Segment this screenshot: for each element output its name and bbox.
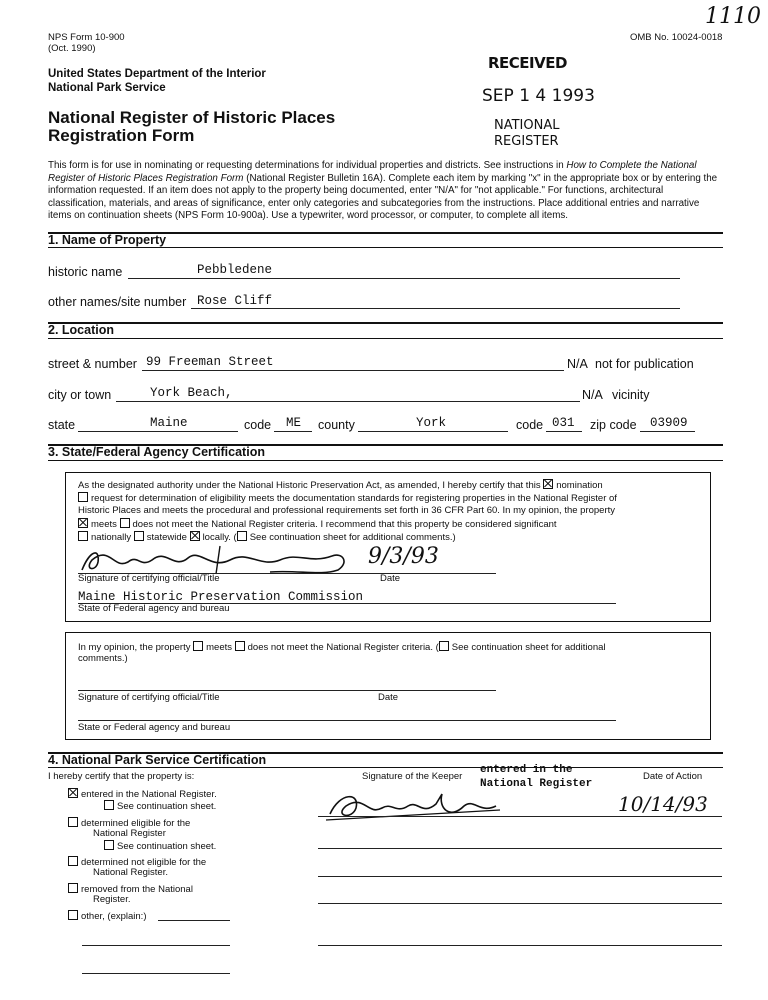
agency-value: Maine Historic Preservation Commission xyxy=(78,590,364,604)
historic-name-value[interactable]: Pebbledene xyxy=(197,263,273,277)
does-not-meet-checkbox[interactable] xyxy=(120,518,130,528)
received-stamp-line2: REGISTER xyxy=(494,134,559,149)
service-name: National Park Service xyxy=(48,82,166,94)
other-explain-line xyxy=(158,920,230,921)
date-of-action-value: 10/14/93 xyxy=(618,792,708,816)
eligible-continuation-checkbox[interactable] xyxy=(104,840,114,850)
street-value[interactable]: 99 Freeman Street xyxy=(146,355,274,369)
street-line xyxy=(142,370,564,371)
cert-line1: As the designated authority under the National Historic Preservation Act, as amended, I hereby certify that this nomination xyxy=(78,480,603,491)
option-eligible-continuation: See continuation sheet. xyxy=(104,840,216,852)
form-title-line1: National Register of Historic Places xyxy=(48,108,336,127)
opinion-continuation-checkbox[interactable] xyxy=(439,641,449,651)
section2-rule xyxy=(48,322,723,324)
entered-stamp-line2: National Register xyxy=(480,778,593,790)
section1-underline xyxy=(48,247,723,248)
meets-checkbox[interactable] xyxy=(78,518,88,528)
city-label: city or town xyxy=(48,388,112,402)
corner-handwritten-number: 1110 xyxy=(705,4,761,29)
opinion-meets-checkbox[interactable] xyxy=(193,641,203,651)
omb-number: OMB No. 10024-0018 xyxy=(630,32,723,43)
zip-value[interactable]: 03909 xyxy=(650,416,688,430)
section1-heading: 1. Name of Property xyxy=(48,233,167,247)
keeper-line-2 xyxy=(318,848,722,849)
keeper-line-5 xyxy=(318,945,722,946)
keeper-line-3 xyxy=(318,876,722,877)
signature-label-1: Signature of certifying official/Title xyxy=(78,573,220,584)
other-line-3 xyxy=(82,973,230,974)
agency-label-1: State of Federal agency and bureau xyxy=(78,603,230,614)
historic-name-line xyxy=(128,278,680,279)
state-code-line xyxy=(274,431,312,432)
form-title-line2: Registration Form xyxy=(48,126,195,145)
county-label: county xyxy=(318,418,355,432)
option-eligible: determined eligible for the xyxy=(68,817,190,829)
keeper-signature xyxy=(320,786,520,826)
city-value[interactable]: York Beach, xyxy=(150,386,233,400)
other-checkbox[interactable] xyxy=(68,910,78,920)
state-line xyxy=(78,431,238,432)
zip-label: zip code xyxy=(590,418,637,432)
request-checkbox[interactable] xyxy=(78,492,88,502)
county-code-value[interactable]: 031 xyxy=(552,416,575,430)
cert-date-value: 9/3/93 xyxy=(368,544,439,569)
option-eligible-line2: National Register xyxy=(93,828,166,839)
option-removed: removed from the National xyxy=(68,883,193,895)
cert-line3: Historic Places and meets the procedural and professional requirements set forth in 36 CFR Part 60. In my opinion, the property xyxy=(78,505,616,516)
instructions-paragraph: This form is for use in nominating or requesting determinations for individual properties and districts. See instructions in How to Complete the National Register of Historic Places Registration Form (National Register Bulletin 16A). Complete each item by marking "x" in the appropriate box or by entering the information requested. If an item does not apply to the property being documented, enter "N/A" for "not applicable." For functions, architectural classification, materials, and areas of significance, enter only categories and subcategories from the instructions. Place additional entries and narrative items on continuation sheets (NPS Form 10-900a). Use a typewriter, word processor, or computer, to complete all items. xyxy=(48,160,718,221)
keeper-line-4 xyxy=(318,903,722,904)
keeper-signature-label: Signature of the Keeper xyxy=(362,771,463,782)
section4-underline xyxy=(48,767,723,768)
vicinity-label: vicinity xyxy=(612,388,650,402)
section3-underline xyxy=(48,460,723,461)
option-not-eligible: determined not eligible for the xyxy=(68,856,206,868)
state-code-label: code xyxy=(244,418,272,432)
removed-checkbox[interactable] xyxy=(68,883,78,893)
eligible-checkbox[interactable] xyxy=(68,817,78,827)
date-of-action-label: Date of Action xyxy=(643,771,703,782)
opinion-does-not-meet-checkbox[interactable] xyxy=(235,641,245,651)
cert-line4: meets does not meet the National Register criteria. I recommend that this property be considered significant xyxy=(78,518,557,530)
section2-underline xyxy=(48,338,723,339)
date-label-1: Date xyxy=(380,573,401,584)
cert-line2: request for determination of eligibility meets the documentation standards for registering properties in the National Register of xyxy=(78,492,617,504)
signature-line-2 xyxy=(78,690,496,691)
entered-checkbox[interactable] xyxy=(68,788,78,798)
opinion-line1: In my opinion, the property meets does not meet the National Register criteria. ( See continuation sheet for additional xyxy=(78,642,606,653)
keeper-line-1 xyxy=(318,816,722,817)
not-for-publication-value[interactable]: N/A xyxy=(567,357,588,371)
historic-name-label: historic name xyxy=(48,265,123,279)
city-line xyxy=(116,401,580,402)
department-name: United States Department of the Interior xyxy=(48,68,266,80)
cert-line5: nationally statewide locally. ( See continuation sheet for additional comments.) xyxy=(78,531,456,543)
county-line xyxy=(358,431,508,432)
state-code-value[interactable]: ME xyxy=(286,416,302,430)
other-line-2 xyxy=(82,945,230,946)
keeper-intro: I hereby certify that the property is: xyxy=(48,771,195,782)
other-names-value[interactable]: Rose Cliff xyxy=(197,294,273,308)
zip-line xyxy=(640,431,695,432)
form-number: NPS Form 10-900 xyxy=(48,32,125,43)
section3-heading: 3. State/Federal Agency Certification xyxy=(48,445,265,459)
signature-label-2: Signature of certifying official/Title xyxy=(78,692,220,703)
section4-heading: 4. National Park Service Certification xyxy=(48,753,267,767)
option-not-eligible-line2: National Register. xyxy=(93,867,168,878)
opinion-line2: comments.) xyxy=(78,653,128,664)
not-eligible-checkbox[interactable] xyxy=(68,856,78,866)
received-stamp: RECEIVED xyxy=(488,54,567,72)
received-stamp-date: SEP 1 4 1993 xyxy=(482,86,595,106)
form-date: (Oct. 1990) xyxy=(48,43,96,54)
section2-heading: 2. Location xyxy=(48,323,114,337)
entered-stamp-line1: entered in the xyxy=(480,764,573,776)
county-code-label: code xyxy=(516,418,544,432)
option-removed-line2: Register. xyxy=(93,894,131,905)
option-other: other, (explain:) xyxy=(68,910,146,922)
option-entered: entered in the National Register. xyxy=(68,788,217,800)
not-for-publication-label: not for publication xyxy=(595,357,694,371)
nomination-checkbox[interactable] xyxy=(543,479,553,489)
date-label-2: Date xyxy=(378,692,399,703)
option-entered-continuation: See continuation sheet. xyxy=(104,800,216,812)
county-code-line xyxy=(546,431,582,432)
other-names-label: other names/site number xyxy=(48,295,187,309)
other-names-line xyxy=(191,308,680,309)
agency-line-2 xyxy=(78,720,616,721)
state-value[interactable]: Maine xyxy=(150,416,188,430)
entered-continuation-checkbox[interactable] xyxy=(104,800,114,810)
agency-label-2: State or Federal agency and bureau xyxy=(78,722,231,733)
state-label: state xyxy=(48,418,76,432)
received-stamp-line1: NATIONAL xyxy=(494,118,560,133)
county-value[interactable]: York xyxy=(416,416,447,430)
street-label: street & number xyxy=(48,357,137,371)
vicinity-value[interactable]: N/A xyxy=(582,388,603,402)
